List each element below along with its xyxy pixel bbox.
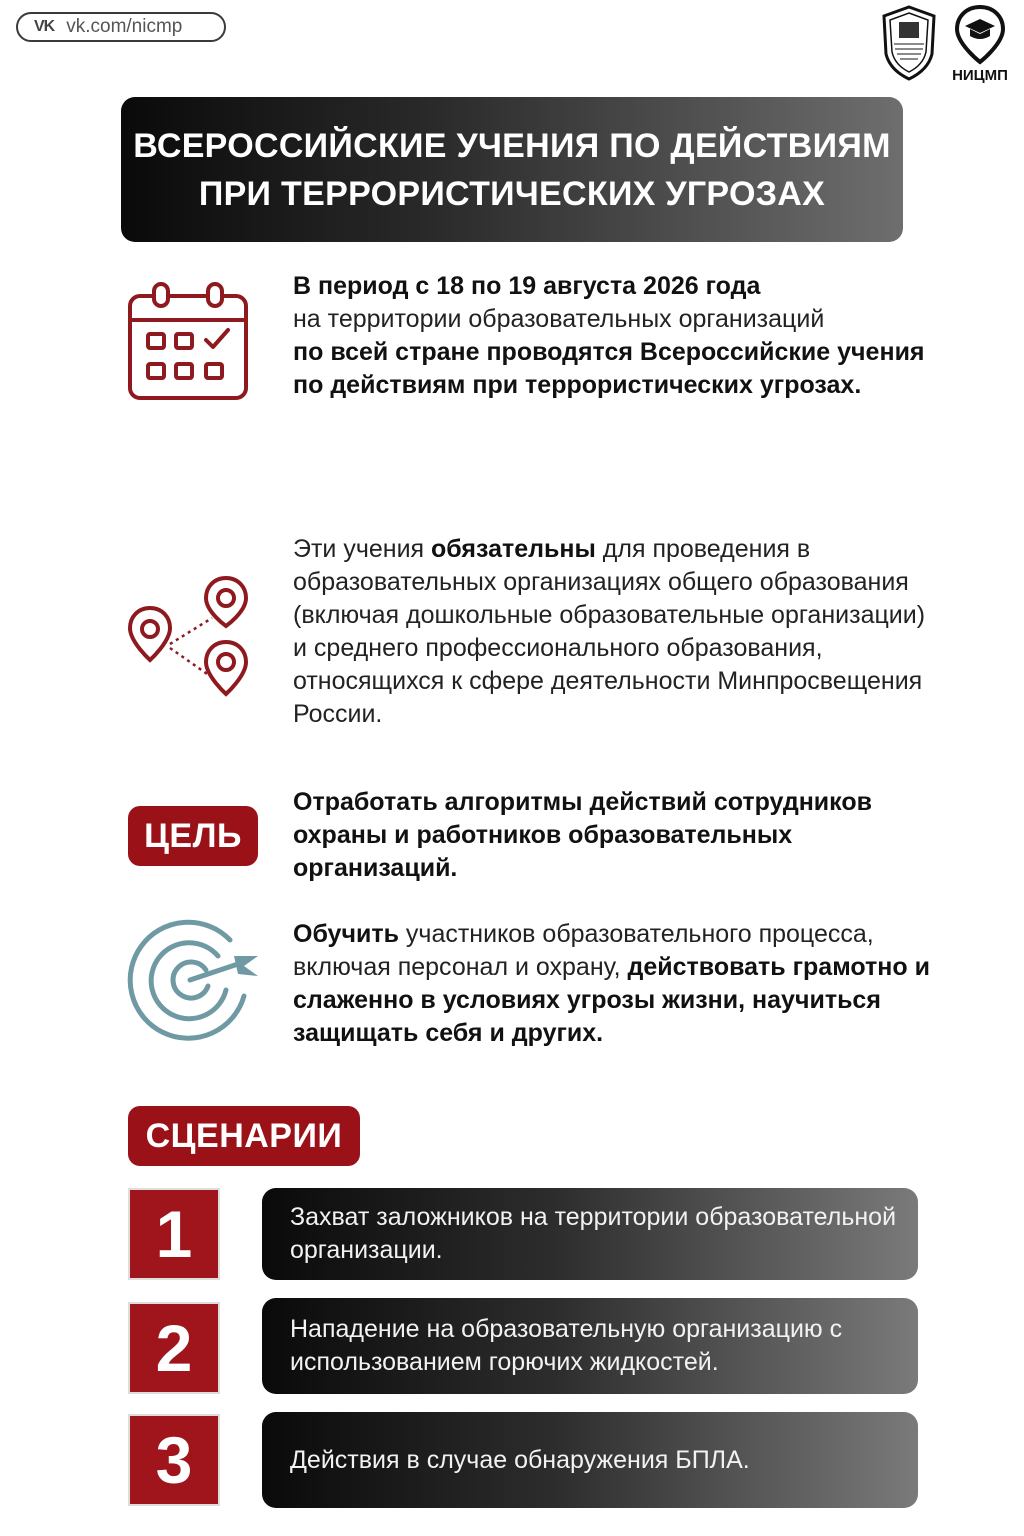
- training-paragraph: Обучить участников образовательного процесса, включая персонал и охрану, действовать грамотно и слаженно в условиях угрозы жизни, научиться защищать себя и других.: [293, 920, 930, 1047]
- scenario-item-2: [262, 1298, 918, 1394]
- mandatory-paragraph: Эти учения обязательны для проведения в образовательных организациях общего образования (включая дошкольные образовательные организации) и среднего профессионального образования, относящихся к сфере деятельности Минпросвещения России.: [293, 535, 926, 728]
- scenario-text: Действия в случае обнаружения БПЛА.: [290, 1445, 750, 1474]
- vk-logo-icon: VK: [34, 18, 55, 35]
- exercise-text: по всей стране проводятся Всероссийские учения по действиям при террористических угрозах.: [293, 338, 925, 399]
- dates-text: В период с 18 по 19 августа 2026 года: [293, 272, 761, 300]
- scenario-number-3: 3: [128, 1414, 220, 1506]
- map-pin-cap-icon: [952, 4, 1008, 66]
- vk-link[interactable]: [16, 12, 226, 42]
- vk-link-text: vk.com/nicmp: [66, 16, 183, 37]
- nicmp-logo: НИЦМП: [947, 4, 1013, 84]
- scenario-number-2: 2: [128, 1302, 220, 1394]
- target-icon: [126, 918, 262, 1047]
- territory-text: на территории образовательных организаций: [293, 305, 825, 333]
- goal-badge: ЦЕЛЬ: [128, 806, 258, 866]
- calendar-icon: [128, 282, 250, 407]
- scenario-text: Нападение на образовательную организацию с использованием горючих жидкостей.: [290, 1315, 843, 1376]
- scenario-number-1: 1: [128, 1188, 220, 1280]
- page-title: ВСЕРОССИЙСКИЕ УЧЕНИЯ ПО ДЕЙСТВИЯМ ПРИ ТЕРРОРИСТИЧЕСКИХ УГРОЗАХ: [121, 97, 903, 242]
- locations-icon: [126, 574, 252, 703]
- scenario-text: Захват заложников на территории образовательной организации.: [290, 1203, 897, 1264]
- shield-logo-icon: [880, 4, 938, 82]
- goal-paragraph: Отработать алгоритмы действий сотрудников охраны и работников образовательных организаций.: [293, 788, 872, 882]
- scenario-item-1: [262, 1188, 918, 1280]
- scenario-item-3: [262, 1412, 918, 1508]
- scenarios-badge: СЦЕНАРИИ: [128, 1106, 360, 1166]
- dates-paragraph: [293, 270, 933, 402]
